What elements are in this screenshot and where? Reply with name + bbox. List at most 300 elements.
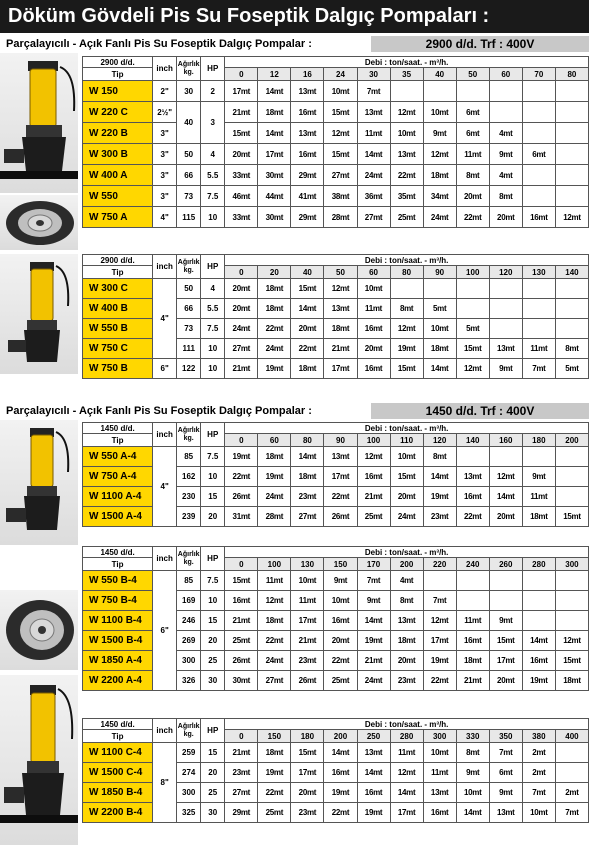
flow-column: 0 (225, 434, 258, 447)
flow-column: 90 (324, 434, 357, 447)
head-value: 13mt (291, 81, 324, 102)
model-name: W 1850 A-4 (83, 651, 153, 671)
head-value: 22mt (324, 651, 357, 671)
head-value: 10mt (291, 571, 324, 591)
head-value: 8mt (456, 743, 489, 763)
head-value: 17mt (324, 359, 357, 379)
head-value: 12mt (423, 611, 456, 631)
flow-column: 40 (291, 266, 324, 279)
head-value: 15mt (555, 507, 588, 527)
head-value (555, 102, 588, 123)
head-value: 8mt (390, 591, 423, 611)
head-value: 14mt (357, 611, 390, 631)
head-value: 36mt (357, 186, 390, 207)
head-value: 7mt (423, 591, 456, 611)
hp-header: HP (201, 57, 225, 81)
inch-header: inch (153, 255, 177, 279)
model-name: W 550 A-4 (83, 447, 153, 467)
model-name: W 1100 B-4 (83, 611, 153, 631)
head-value: 12mt (456, 359, 489, 379)
weight: 169 (177, 591, 201, 611)
head-value: 21mt (225, 102, 258, 123)
table-row (83, 144, 589, 165)
head-value: 15mt (456, 339, 489, 359)
head-value: 16mt (456, 487, 489, 507)
tip-header: Tip (83, 434, 153, 447)
table-row (83, 102, 589, 123)
head-value: 14mt (324, 743, 357, 763)
weight: 122 (177, 359, 201, 379)
head-value: 20mt (489, 507, 522, 527)
inch-size: 6" (153, 359, 177, 379)
model-name: W 2200 A-4 (83, 671, 153, 691)
head-value: 16mt (225, 591, 258, 611)
head-value: 19mt (357, 631, 390, 651)
flow-column: 150 (258, 730, 291, 743)
head-value: 15mt (225, 123, 258, 144)
head-value: 18mt (423, 165, 456, 186)
performance-table (82, 254, 589, 379)
flow-column: 100 (357, 434, 390, 447)
head-value: 13mt (423, 783, 456, 803)
weight-header: Ağırlık kg. (177, 719, 201, 743)
head-value (489, 319, 522, 339)
head-value: 11mt (423, 763, 456, 783)
flow-column: 280 (522, 558, 555, 571)
head-value: 15mt (555, 651, 588, 671)
head-value: 2mt (522, 763, 555, 783)
inch-size: 4" (153, 207, 177, 228)
model-name: W 1850 B-4 (83, 783, 153, 803)
head-value: 2mt (555, 783, 588, 803)
weight: 66 (177, 299, 201, 319)
head-value: 10mt (324, 81, 357, 102)
head-value: 6mt (489, 763, 522, 783)
head-value: 16mt (291, 102, 324, 123)
head-value (522, 102, 555, 123)
rpm-label: 1450 d/d. (83, 423, 153, 434)
head-value: 21mt (357, 487, 390, 507)
head-value: 15mt (390, 467, 423, 487)
head-value: 19mt (258, 763, 291, 783)
weight: 111 (177, 339, 201, 359)
head-value (489, 102, 522, 123)
head-value: 33mt (225, 207, 258, 228)
model-name: W 400 A (83, 165, 153, 186)
head-value: 24mt (258, 487, 291, 507)
head-value: 35mt (390, 186, 423, 207)
head-value: 13mt (489, 803, 522, 823)
table-row (83, 165, 589, 186)
weight: 85 (177, 447, 201, 467)
weight: 66 (177, 165, 201, 186)
pump-table-1 (82, 56, 589, 228)
head-value: 26mt (324, 507, 357, 527)
pump-table-5 (82, 718, 589, 823)
weight: 85 (177, 571, 201, 591)
model-name: W 220 C (83, 102, 153, 123)
head-value: 15mt (390, 359, 423, 379)
head-value: 17mt (423, 631, 456, 651)
horsepower: 15 (201, 743, 225, 763)
model-name: W 220 B (83, 123, 153, 144)
model-name: W 750 B-4 (83, 591, 153, 611)
head-value: 9mt (357, 591, 390, 611)
head-value: 18mt (258, 279, 291, 299)
head-value (456, 299, 489, 319)
head-value: 27mt (324, 165, 357, 186)
flow-column: 60 (357, 266, 390, 279)
weight: 274 (177, 763, 201, 783)
weight: 50 (177, 144, 201, 165)
weight: 239 (177, 507, 201, 527)
head-value: 16mt (456, 631, 489, 651)
weight-header: Ağırlık kg. (177, 57, 201, 81)
flow-column: 200 (390, 558, 423, 571)
head-value: 19mt (225, 447, 258, 467)
head-value: 12mt (390, 763, 423, 783)
table-row (83, 279, 589, 299)
head-value: 11mt (357, 123, 390, 144)
head-value: 12mt (390, 319, 423, 339)
head-value (555, 571, 588, 591)
head-value: 23mt (225, 763, 258, 783)
flow-column: 250 (357, 730, 390, 743)
horsepower: 2 (201, 81, 225, 102)
horsepower: 7.5 (201, 186, 225, 207)
head-value (555, 447, 588, 467)
head-value: 5mt (423, 299, 456, 319)
head-value: 7mt (555, 803, 588, 823)
hp-header: HP (201, 719, 225, 743)
flow-column: 50 (324, 266, 357, 279)
inch-size: 3" (153, 165, 177, 186)
head-value (555, 279, 588, 299)
tip-header: Tip (83, 558, 153, 571)
flow-column: 170 (357, 558, 390, 571)
head-value: 21mt (456, 671, 489, 691)
inch-header: inch (153, 423, 177, 447)
section-header-1450 (0, 403, 589, 419)
head-value: 18mt (324, 319, 357, 339)
head-value: 25mt (225, 631, 258, 651)
head-value: 24mt (225, 319, 258, 339)
head-value: 22mt (291, 339, 324, 359)
head-value: 11mt (522, 487, 555, 507)
flow-column: 0 (225, 558, 258, 571)
model-name: W 550 (83, 186, 153, 207)
head-value: 13mt (390, 611, 423, 631)
inch-size: 4" (153, 279, 177, 359)
head-value: 23mt (291, 803, 324, 823)
head-value: 7mt (489, 743, 522, 763)
speed-badge: 1450 d/d. Trf : 400V (371, 403, 589, 419)
head-value: 10mt (357, 279, 390, 299)
impeller-photo (0, 590, 78, 670)
head-value: 15mt (324, 144, 357, 165)
head-value: 11mt (522, 339, 555, 359)
head-value (555, 81, 588, 102)
head-value (522, 591, 555, 611)
head-value (555, 165, 588, 186)
head-value: 8mt (456, 165, 489, 186)
inch-size: 3" (153, 144, 177, 165)
inch-size: 3" (153, 186, 177, 207)
head-value: 20mt (456, 186, 489, 207)
head-value: 19mt (258, 359, 291, 379)
head-value: 16mt (357, 319, 390, 339)
horsepower: 30 (201, 803, 225, 823)
head-value: 7mt (522, 359, 555, 379)
head-value (522, 123, 555, 144)
model-name: W 150 (83, 81, 153, 102)
flow-header: Debi : ton/saat. - m³/h. (225, 423, 589, 434)
head-value: 10mt (423, 319, 456, 339)
head-value: 4mt (489, 165, 522, 186)
head-value: 7mt (357, 571, 390, 591)
head-value: 20mt (225, 144, 258, 165)
head-value: 10mt (390, 123, 423, 144)
head-value: 18mt (291, 467, 324, 487)
weight: 115 (177, 207, 201, 228)
flow-column: 130 (522, 266, 555, 279)
model-name: W 750 C (83, 339, 153, 359)
head-value: 20mt (489, 207, 522, 228)
head-value: 18mt (522, 507, 555, 527)
head-value: 6mt (456, 123, 489, 144)
head-value: 25mt (357, 507, 390, 527)
flow-column: 150 (324, 558, 357, 571)
hp-header: HP (201, 423, 225, 447)
head-value: 13mt (357, 743, 390, 763)
head-value: 20mt (357, 339, 390, 359)
head-value: 20mt (390, 651, 423, 671)
head-value: 9mt (489, 783, 522, 803)
flow-header: Debi : ton/saat. - m³/h. (225, 547, 589, 558)
head-value: 13mt (390, 144, 423, 165)
head-value (555, 743, 588, 763)
head-value: 28mt (258, 507, 291, 527)
head-value: 21mt (225, 611, 258, 631)
weight: 73 (177, 319, 201, 339)
head-value: 30mt (258, 207, 291, 228)
horsepower: 20 (201, 763, 225, 783)
head-value: 21mt (225, 359, 258, 379)
weight: 73 (177, 186, 201, 207)
head-value: 34mt (423, 186, 456, 207)
flow-column: 0 (225, 730, 258, 743)
flow-column: 120 (423, 434, 456, 447)
head-value (456, 279, 489, 299)
head-value (555, 299, 588, 319)
head-value: 17mt (324, 467, 357, 487)
page-title: Döküm Gövdeli Pis Su Foseptik Dalgıç Pompaları : (0, 0, 589, 33)
head-value: 18mt (555, 671, 588, 691)
head-value (390, 81, 423, 102)
head-value (555, 591, 588, 611)
flow-column: 200 (555, 434, 588, 447)
pump-photo (0, 254, 78, 374)
flow-column: 40 (423, 68, 456, 81)
head-value: 17mt (390, 803, 423, 823)
weight-header: Ağırlık kg. (177, 255, 201, 279)
head-value: 12mt (423, 144, 456, 165)
head-value: 14mt (423, 467, 456, 487)
head-value: 18mt (291, 359, 324, 379)
flow-column: 350 (489, 730, 522, 743)
head-value: 19mt (522, 671, 555, 691)
head-value: 22mt (456, 507, 489, 527)
head-value: 11mt (456, 611, 489, 631)
head-value: 16mt (357, 783, 390, 803)
head-value: 4mt (390, 571, 423, 591)
model-name: W 750 B (83, 359, 153, 379)
head-value (489, 81, 522, 102)
head-value: 7mt (522, 783, 555, 803)
head-value: 16mt (324, 763, 357, 783)
head-value: 14mt (291, 447, 324, 467)
head-value: 15mt (291, 279, 324, 299)
head-value: 27mt (357, 207, 390, 228)
table-row (83, 571, 589, 591)
performance-table (82, 56, 589, 228)
tip-header: Tip (83, 730, 153, 743)
horsepower: 10 (201, 339, 225, 359)
flow-column: 0 (225, 266, 258, 279)
flow-column: 130 (291, 558, 324, 571)
head-value: 18mt (258, 743, 291, 763)
horsepower: 25 (201, 651, 225, 671)
horsepower: 7.5 (201, 447, 225, 467)
weight: 259 (177, 743, 201, 763)
head-value: 17mt (291, 763, 324, 783)
head-value: 20mt (225, 299, 258, 319)
inch-size: 6" (153, 571, 177, 691)
head-value (522, 279, 555, 299)
flow-header: Debi : ton/saat. - m³/h. (225, 719, 589, 730)
horsepower: 10 (201, 207, 225, 228)
head-value: 10mt (324, 591, 357, 611)
flow-column: 300 (555, 558, 588, 571)
model-name: W 1500 C-4 (83, 763, 153, 783)
head-value (555, 467, 588, 487)
head-value: 33mt (225, 165, 258, 186)
horsepower: 20 (201, 631, 225, 651)
flow-column: 100 (258, 558, 291, 571)
head-value: 30mt (225, 671, 258, 691)
pump-photo (0, 675, 78, 845)
head-value: 21mt (357, 651, 390, 671)
head-value: 26mt (225, 651, 258, 671)
head-value: 13mt (291, 123, 324, 144)
horsepower: 4 (201, 279, 225, 299)
head-value (423, 279, 456, 299)
flow-column: 80 (390, 266, 423, 279)
head-value: 14mt (258, 123, 291, 144)
head-value: 12mt (324, 279, 357, 299)
rpm-label: 2900 d/d. (83, 57, 153, 68)
head-value (489, 299, 522, 319)
horsepower: 10 (201, 591, 225, 611)
weight: 50 (177, 279, 201, 299)
head-value: 11mt (456, 144, 489, 165)
flow-column: 280 (390, 730, 423, 743)
rpm-label: 2900 d/d. (83, 255, 153, 266)
head-value: 24mt (423, 207, 456, 228)
weight: 300 (177, 783, 201, 803)
flow-column: 90 (423, 266, 456, 279)
head-value (555, 186, 588, 207)
pump-table-4 (82, 546, 589, 691)
head-value: 16mt (357, 467, 390, 487)
head-value: 12mt (555, 631, 588, 651)
head-value: 27mt (225, 339, 258, 359)
head-value: 9mt (489, 359, 522, 379)
head-value: 10mt (522, 803, 555, 823)
head-value: 19mt (423, 487, 456, 507)
horsepower: 10 (201, 359, 225, 379)
head-value (489, 279, 522, 299)
head-value: 14mt (489, 487, 522, 507)
head-value: 6mt (522, 144, 555, 165)
head-value (522, 81, 555, 102)
head-value: 14mt (357, 763, 390, 783)
flow-column: 12 (258, 68, 291, 81)
section-header-2900 (0, 36, 589, 52)
head-value: 38mt (324, 186, 357, 207)
weight: 269 (177, 631, 201, 651)
head-value: 13mt (357, 102, 390, 123)
head-value: 9mt (324, 571, 357, 591)
head-value (555, 319, 588, 339)
head-value: 12mt (357, 447, 390, 467)
head-value: 11mt (357, 299, 390, 319)
head-value: 14mt (291, 299, 324, 319)
head-value: 17mt (291, 611, 324, 631)
head-value: 22mt (390, 165, 423, 186)
weight: 30 (177, 81, 201, 102)
head-value: 25mt (258, 803, 291, 823)
head-value: 12mt (390, 102, 423, 123)
head-value: 12mt (258, 591, 291, 611)
head-value: 20mt (324, 631, 357, 651)
head-value: 20mt (489, 671, 522, 691)
head-value (390, 279, 423, 299)
flow-column: 60 (258, 434, 291, 447)
flow-column: 100 (456, 266, 489, 279)
rpm-label: 1450 d/d. (83, 719, 153, 730)
horsepower: 20 (201, 507, 225, 527)
model-name: W 750 A (83, 207, 153, 228)
head-value: 14mt (522, 631, 555, 651)
head-value (489, 591, 522, 611)
tip-header: Tip (83, 68, 153, 81)
head-value (555, 611, 588, 631)
horsepower: 15 (201, 487, 225, 507)
flow-column: 20 (258, 266, 291, 279)
head-value: 18mt (258, 299, 291, 319)
head-value: 19mt (423, 651, 456, 671)
model-name: W 400 B (83, 299, 153, 319)
horsepower: 7.5 (201, 571, 225, 591)
head-value: 29mt (225, 803, 258, 823)
horsepower: 25 (201, 783, 225, 803)
pump-table-3 (82, 422, 589, 527)
section-label: Parçalayıcılı - Açık Fanlı Pis Su Foseptik Dalgıç Pompalar : (6, 38, 312, 50)
flow-column: 60 (489, 68, 522, 81)
flow-column: 200 (324, 730, 357, 743)
head-value: 4mt (489, 123, 522, 144)
